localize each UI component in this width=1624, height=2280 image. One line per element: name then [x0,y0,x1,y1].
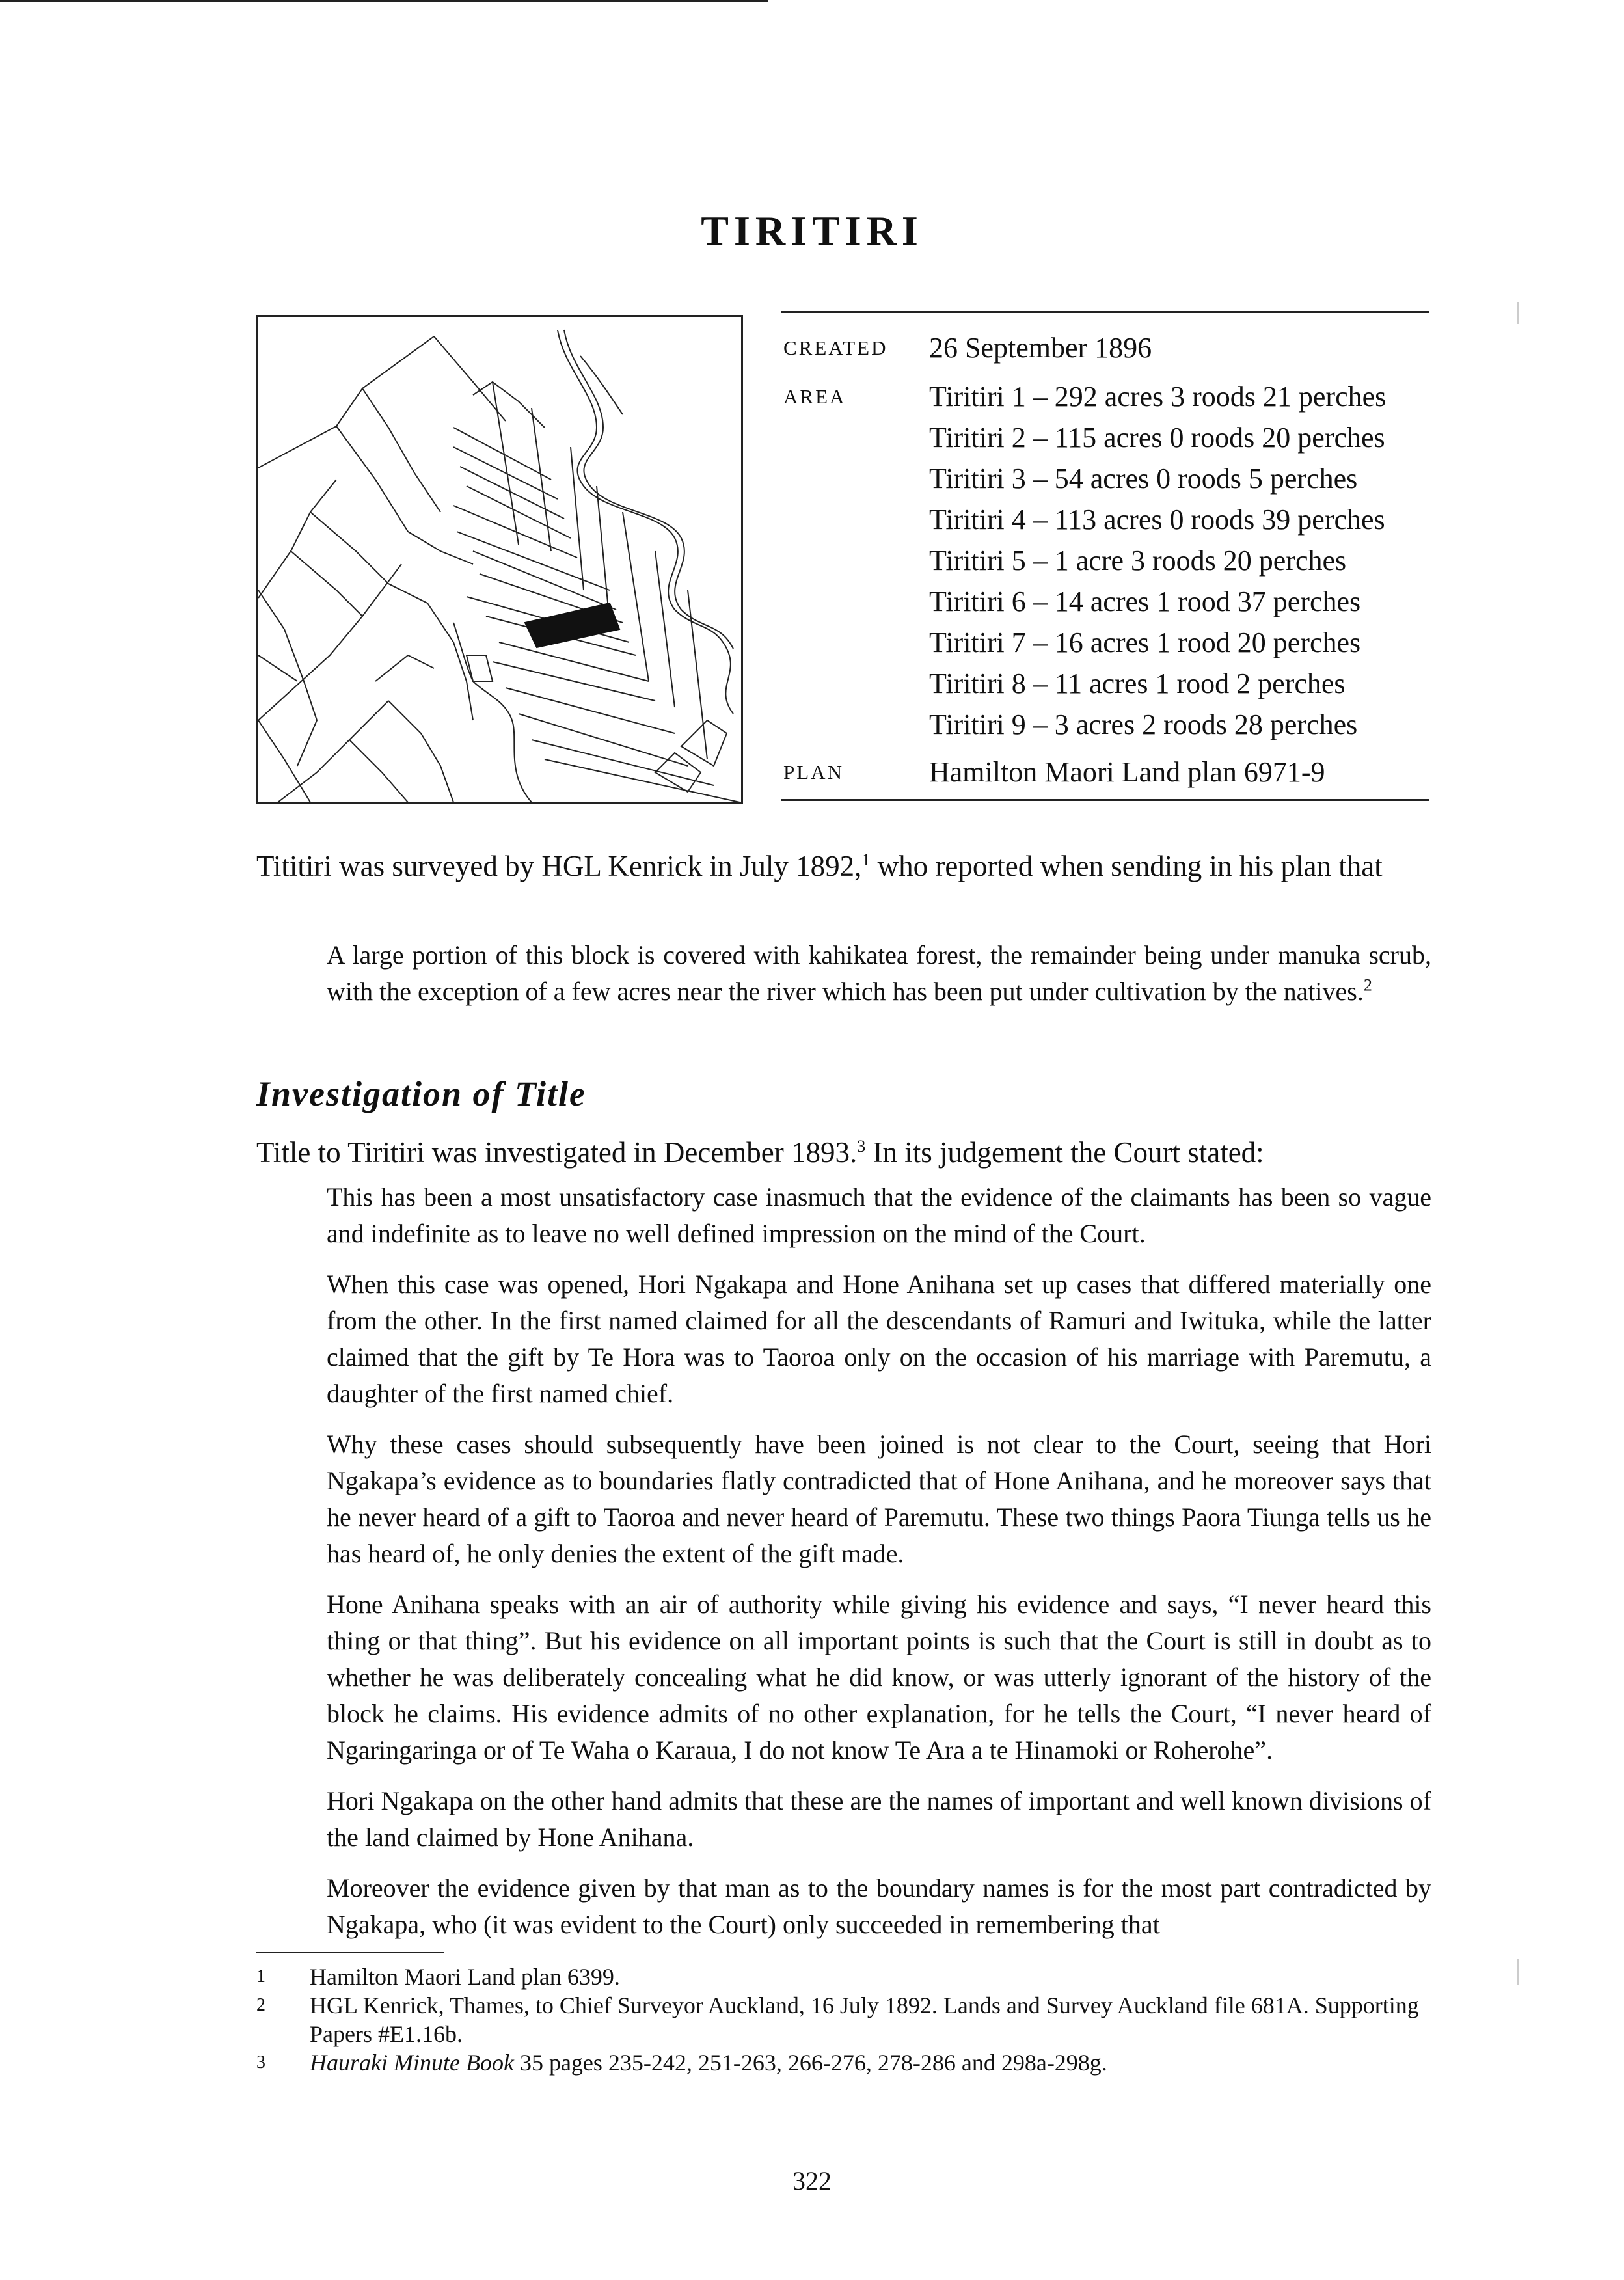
footnote-number: 3 [256,2052,265,2072]
intro-paragraph [256,846,1431,887]
quote-paragraph: When this case was opened, Hori Ngakapa and Hone Anihana set up cases that differed materially one from the other. In the first named claimed for all the descendants of Ramuri and Iwituka, while the latter claimed that the gift by Te Hora was to Taoroa only on the occasion of his marriage with Paremutu, a daughter of the first named chief. [327,1269,1431,1408]
intro-block-quote [327,937,1431,1024]
area-line: Tiritiri 3 – 54 acres 0 roods 5 perches [929,463,1358,495]
created-value: 26 September 1896 [929,332,1152,364]
footnote-ref: 1 [861,850,871,869]
map-drawing [258,317,741,802]
judgement-block-quote [327,1179,1431,1957]
scan-top-edge [0,0,768,2]
scan-margin-mark [1517,1959,1519,1985]
plan-value: Hamilton Maori Land plan 6971-9 [929,756,1325,788]
area-line: Tiritiri 1 – 292 acres 3 roods 21 perches [929,381,1387,413]
created-label: CREATED [783,336,888,359]
intro-text: Tititiri was surveyed by HGL Kenrick in July 1892, [256,850,862,882]
footnote-number: 1 [256,1966,265,1987]
area-label: AREA [783,385,846,408]
area-row [781,376,1429,745]
footnote-ref: 3 [857,1137,866,1156]
footnote [256,1962,1434,1991]
table-bottom-rule [781,799,1429,801]
quote-paragraph: Why these cases should subsequently have been joined is not clear to the Court, seeing that Hori Ngakapa’s evidence as to boundaries flatly contradicted that of Hone Anihana, and he moreover says that he never heard of a gift to Taoroa and never heard of Paremutu. These two things Paora Tiunga tells us he has heard of, he only denies the extent of the gift made. [327,1430,1431,1568]
footnote [256,1991,1434,2048]
scan-margin-mark [1517,302,1519,324]
quote-text: A large portion of this block is covered with kahikatea forest, the remainder being under manuka scrub, with the exception of a few acres near the river which has been put under cultivation by the natives. [327,940,1431,1006]
area-line: Tiritiri 9 – 3 acres 2 roods 28 perches [929,709,1358,740]
area-line: Tiritiri 2 – 115 acres 0 roods 20 perches [929,422,1385,454]
footnote-rule [256,1952,444,1953]
footnote-text: HGL Kenrick, Thames, to Chief Surveyor Auckland, 16 July 1892. Lands and Survey Auckland file 681A. Supporting Papers #E1.16b. [310,1992,1419,2047]
block-info-table [781,311,1429,801]
plan-row [781,752,1429,793]
footnote [256,2048,1434,2077]
lead-text-cont: In its judgement the Court stated: [865,1136,1264,1169]
page-number: 322 [792,2166,832,2195]
page-title: TIRITIRI [701,208,923,254]
section-heading: Investigation of Title [256,1074,586,1113]
footnotes [256,1962,1434,2077]
area-line: Tiritiri 4 – 113 acres 0 roods 39 perches [929,504,1385,536]
area-line: Tiritiri 5 – 1 acre 3 roods 20 perches [929,545,1347,577]
location-map [256,315,743,804]
footnote-ref: 2 [1363,975,1372,995]
quote-paragraph: Moreover the evidence given by that man as to the boundary names is for the most part contradicted by Ngakapa, who (it was evident to the Court) only succeeded in remembering that [327,1873,1431,1939]
footnote-text: Hamilton Maori Land plan 6399. [310,1964,620,1990]
area-line: Tiritiri 6 – 14 acres 1 rood 37 perches [929,586,1361,618]
footnote-text: 35 pages 235-242, 251-263, 266-276, 278-286 and 298a-298g. [513,2050,1107,2076]
quote-paragraph: Hori Ngakapa on the other hand admits that these are the names of important and well known divisions of the land claimed by Hone Anihana. [327,1786,1431,1852]
area-line: Tiritiri 7 – 16 acres 1 rood 20 perches [929,627,1361,658]
footnote-number: 2 [256,1995,265,2015]
area-line: Tiritiri 8 – 11 acres 1 rood 2 perches [929,668,1346,699]
footnote-source-title: Hauraki Minute Book [310,2050,514,2076]
quote-paragraph: This has been a most unsatisfactory case inasmuch that the evidence of the claimants has been so vague and indefinite as to leave no well defined impression on the mind of the Court. [327,1182,1431,1248]
tiritiri-block-highlight [525,603,619,647]
lead-text: Title to Tiritiri was investigated in December 1893. [256,1136,858,1169]
quote-paragraph: Hone Anihana speaks with an air of authority while giving his evidence and says, “I never heard this thing or that thing”. But his evidence on all important points is such that the Court is still in doubt as to whether he was deliberately concealing what he did know, or was utterly ignorant of the history of the block he claims. His evidence admits of no other explanation, for he tells the Court, “I never heard of Ngaringaringa or of Te Waha o Karaua, I do not know Te Ara a te Hinamoki or Roherohe”. [327,1590,1431,1765]
plan-label: PLAN [783,761,844,783]
intro-text-cont: who reported when sending in his plan that [870,850,1383,882]
created-row [781,327,1429,368]
section-lead [256,1132,1431,1173]
